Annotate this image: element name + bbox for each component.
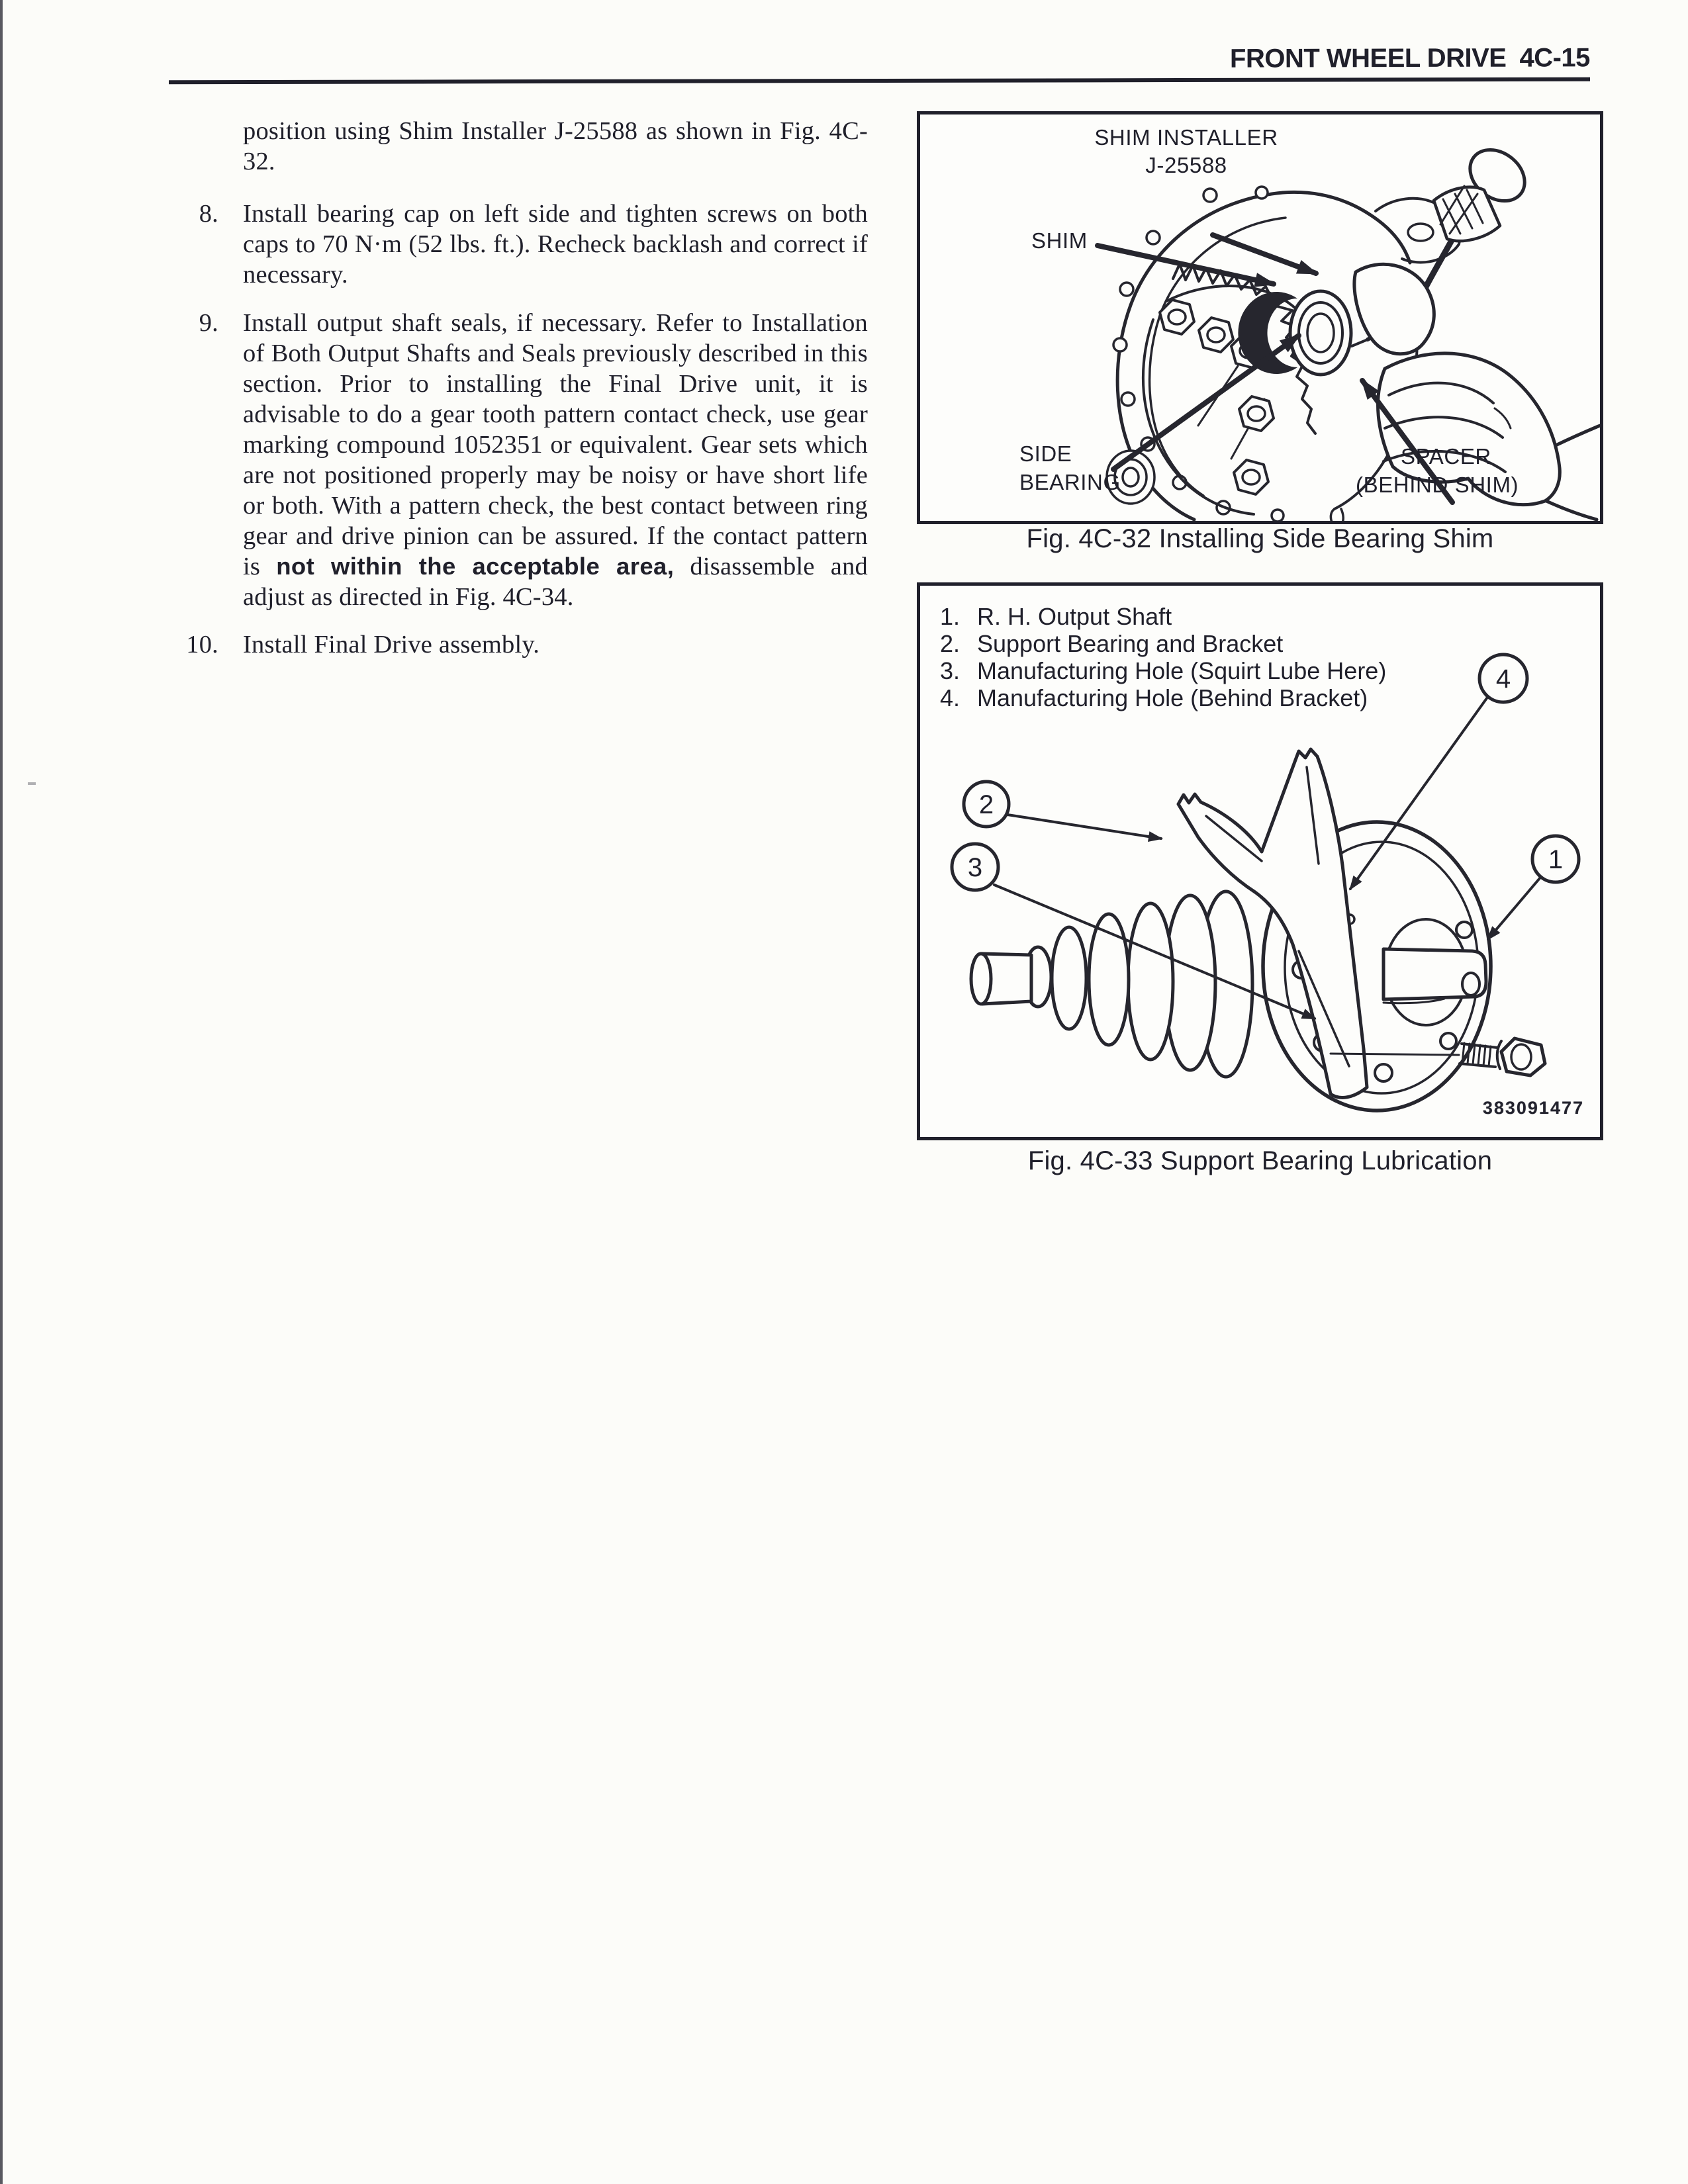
item-number: 9.	[199, 309, 218, 337]
instruction-item-10	[187, 629, 868, 660]
item-number: 10.	[186, 631, 218, 659]
legend-number: 4.	[940, 684, 961, 711]
figure-4c33-legend	[940, 603, 1386, 711]
item-text-bold: not within the acceptable area,	[276, 553, 675, 580]
legend-number: 3.	[940, 657, 961, 684]
legend-text: Manufacturing Hole (Behind Bracket)	[977, 684, 1368, 711]
figure-4c33-caption: Fig. 4C-33 Support Bearing Lubrication	[1027, 1146, 1493, 1175]
callout-2: 2	[978, 790, 994, 819]
item-number: 8.	[199, 200, 218, 228]
legend-item-3	[940, 657, 1386, 684]
label-shim: SHIM	[1031, 228, 1088, 253]
item-text: Install output shaft seals, if necessary. Refer to Installation of Both Output Shafts and Seals previously described in this section. Prior to installing the Final Drive unit, it is advisable to do a gear tooth pattern contact check, use gear marking compound 1052351 or equivalent. Gear sets which are not positioned properly may be noisy or have short life or both. With a pattern check, the best contact between ring gear and drive pinion can be assured. If the contact pattern is	[243, 309, 868, 580]
label-shim-installer-tool-number: J-25588	[1145, 153, 1227, 177]
header-page-number: 4C-15	[1519, 43, 1591, 73]
figure-part-number: 383091477	[1482, 1098, 1584, 1118]
instruction-list	[187, 116, 868, 660]
label-spacer-line2: (BEHIND SHIM)	[1356, 473, 1519, 497]
label-side-bearing-line1: SIDE	[1019, 441, 1072, 466]
legend-text: R. H. Output Shaft	[977, 603, 1172, 630]
figure-4c32-caption: Fig. 4C-32 Installing Side Bearing Shim	[1026, 524, 1494, 553]
label-spacer-line1: SPACER	[1401, 444, 1491, 469]
figure-4c33-frame	[917, 582, 1603, 1140]
label-side-bearing-line2: BEARING	[1019, 470, 1121, 494]
legend-text: Manufacturing Hole (Squirt Lube Here)	[977, 657, 1387, 684]
scan-edge-artifact	[0, 0, 3, 2184]
label-shim-installer: SHIM INSTALLER	[1094, 125, 1278, 150]
scan-speck	[28, 782, 36, 785]
legend-item-4	[940, 684, 1386, 711]
legend-text: Support Bearing and Bracket	[977, 630, 1284, 657]
callout-1: 1	[1548, 845, 1564, 874]
legend-number: 2.	[940, 630, 961, 657]
page-header	[1230, 43, 1590, 73]
instruction-item-8	[187, 199, 868, 290]
item-text: Install bearing cap on left side and tighten screws on both caps to 70 N·m (52 lbs. ft.). Recheck backlash and correct if necessary.	[243, 200, 868, 289]
legend-item-1	[940, 603, 1386, 630]
instruction-item-9	[187, 308, 868, 612]
callout-4: 4	[1495, 664, 1511, 694]
header-rule	[169, 77, 1590, 84]
instruction-continuation: position using Shim Installer J-25588 as shown in Fig. 4C-32.	[243, 117, 868, 175]
callout-3: 3	[967, 853, 983, 882]
header-section-title: FRONT WHEEL DRIVE	[1230, 43, 1507, 73]
legend-item-2	[940, 630, 1386, 657]
legend-number: 1.	[940, 603, 961, 630]
item-text: Install Final Drive assembly.	[243, 631, 540, 659]
item-text-after: disassemble and adjust as directed in Fig. 4C-34.	[243, 553, 868, 611]
figure-4c32-frame	[917, 111, 1603, 524]
